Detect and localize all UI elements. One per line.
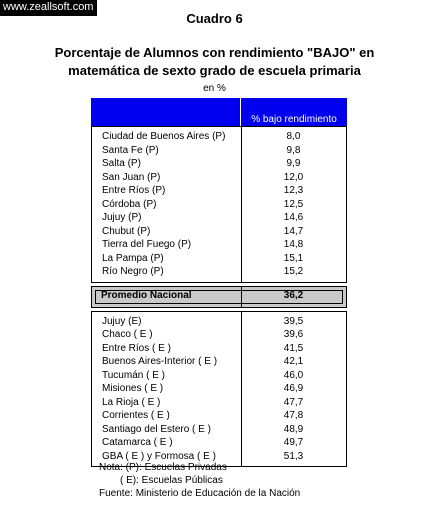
table-number: Cuadro 6 <box>186 11 243 26</box>
row-name: La Rioja ( E ) <box>102 396 161 408</box>
row-name: Chubut (P) <box>102 225 151 237</box>
table-row <box>92 369 346 383</box>
table-row <box>92 171 346 185</box>
row-name: Misiones ( E ) <box>102 383 164 394</box>
row-value: 14,7 <box>283 225 304 237</box>
table-row <box>92 328 346 342</box>
row-name: Tierra del Fuego (P) <box>102 239 192 250</box>
row-value: 39,5 <box>283 315 304 327</box>
row-name: San Juan (P) <box>102 171 161 183</box>
title-line-1: Porcentaje de Alumnos con rendimiento "BAJO" en <box>54 45 375 60</box>
row-name: Santiago del Estero ( E ) <box>102 423 211 435</box>
table-row <box>92 382 346 396</box>
data-table <box>91 98 347 467</box>
row-value: 46,0 <box>283 369 304 381</box>
table-row <box>92 252 346 266</box>
unit-label: en % <box>203 83 226 94</box>
row-name: Chaco ( E ) <box>102 329 153 340</box>
table-row <box>92 225 346 239</box>
table-row <box>92 396 346 410</box>
table-row <box>92 198 346 212</box>
row-value: 48,9 <box>283 423 304 435</box>
row-value: 46,9 <box>283 383 304 394</box>
table-header <box>91 98 347 126</box>
table-row <box>92 130 346 144</box>
row-name: Jujuy (P) <box>102 212 142 223</box>
row-name: Córdoba (P) <box>102 198 157 210</box>
row-value: 15,2 <box>283 266 304 277</box>
row-name: Entre Ríos ( E ) <box>102 342 171 354</box>
row-name: Buenos Aires-Interior ( E ) <box>102 356 218 367</box>
public-schools-block <box>91 311 347 468</box>
table-row <box>92 423 346 437</box>
table-row <box>92 409 346 423</box>
row-name: La Pampa (P) <box>102 252 164 264</box>
national-average-row <box>91 286 347 308</box>
row-value: 42,1 <box>283 356 304 367</box>
row-value: 12,3 <box>283 185 304 196</box>
table-row <box>92 265 346 279</box>
note-source: Fuente: Ministerio de Educación de la Nación <box>99 488 301 499</box>
row-value: 15,1 <box>283 252 304 264</box>
row-value: 14,8 <box>283 239 304 250</box>
page-title <box>0 44 429 80</box>
table-row <box>92 355 346 369</box>
row-name: Tucumán ( E ) <box>102 369 165 381</box>
title-line-2: matemática de sexto grado de escuela primaria <box>68 63 361 78</box>
private-schools-block <box>91 126 347 283</box>
row-value: 9,9 <box>286 158 301 169</box>
row-name: Ciudad de Buenos Aires (P) <box>102 131 226 142</box>
header-value-cell: % bajo rendimiento <box>251 114 337 125</box>
table-row <box>92 184 346 198</box>
row-name: GBA ( E ) y Formosa ( E ) <box>102 450 216 462</box>
average-value: 36,2 <box>283 289 304 301</box>
row-value: 49,7 <box>283 437 304 448</box>
note-public: ( E): Escuelas Públicas <box>120 475 223 486</box>
row-name: Entre Ríos (P) <box>102 185 166 196</box>
row-value: 12,0 <box>283 171 304 183</box>
row-name: Santa Fe (P) <box>102 144 159 156</box>
row-value: 41,5 <box>283 342 304 354</box>
header-name-cell <box>91 98 241 126</box>
notes <box>99 461 300 500</box>
row-name: Catamarca ( E ) <box>102 437 173 448</box>
table-row <box>92 157 346 171</box>
row-value: 12,5 <box>283 198 304 210</box>
row-value: 47,7 <box>283 396 304 408</box>
watermark-label: www.zeallsoft.com <box>0 0 97 16</box>
note-private: Nota: (P): Escuelas Privadas <box>99 462 227 473</box>
table-row <box>92 144 346 158</box>
row-name: Jujuy (E) <box>102 315 142 327</box>
row-value: 9,8 <box>286 144 301 156</box>
table-row <box>92 436 346 450</box>
row-name: Corrientes ( E ) <box>102 410 170 421</box>
row-value: 14,6 <box>283 212 304 223</box>
row-name: Salta (P) <box>102 158 141 169</box>
table-row <box>92 315 346 329</box>
row-value: 51,3 <box>283 450 304 462</box>
table-row <box>92 211 346 225</box>
table-row <box>92 238 346 252</box>
row-name: Río Negro (P) <box>102 266 164 277</box>
row-value: 8,0 <box>286 131 301 142</box>
table-row <box>92 342 346 356</box>
average-name: Promedio Nacional <box>101 289 192 301</box>
row-value: 39,6 <box>283 329 304 340</box>
row-value: 47,8 <box>283 410 304 421</box>
